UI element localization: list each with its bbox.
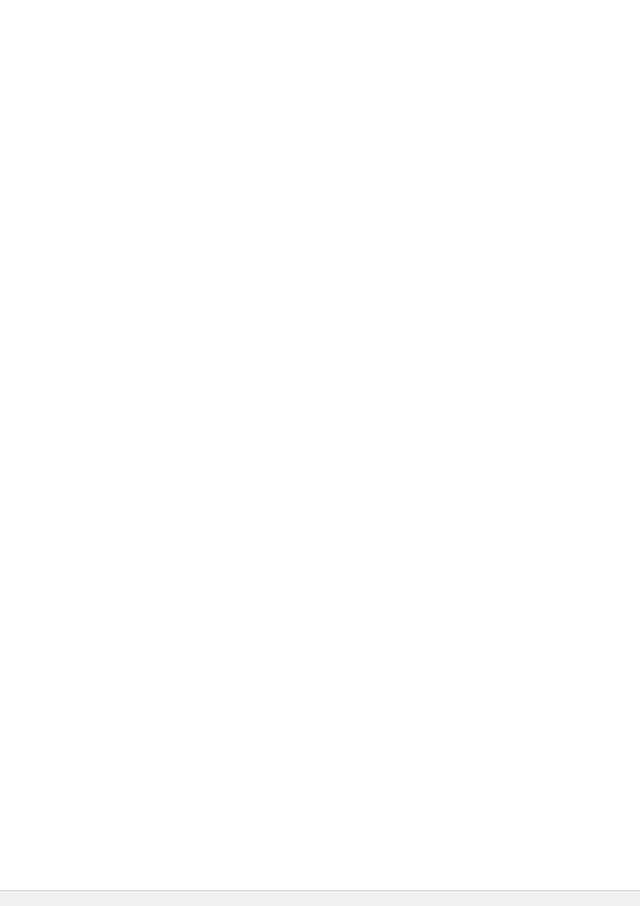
- footer-strip: [0, 890, 640, 906]
- page-number: [581, 435, 597, 469]
- side-label: [19, 81, 31, 115]
